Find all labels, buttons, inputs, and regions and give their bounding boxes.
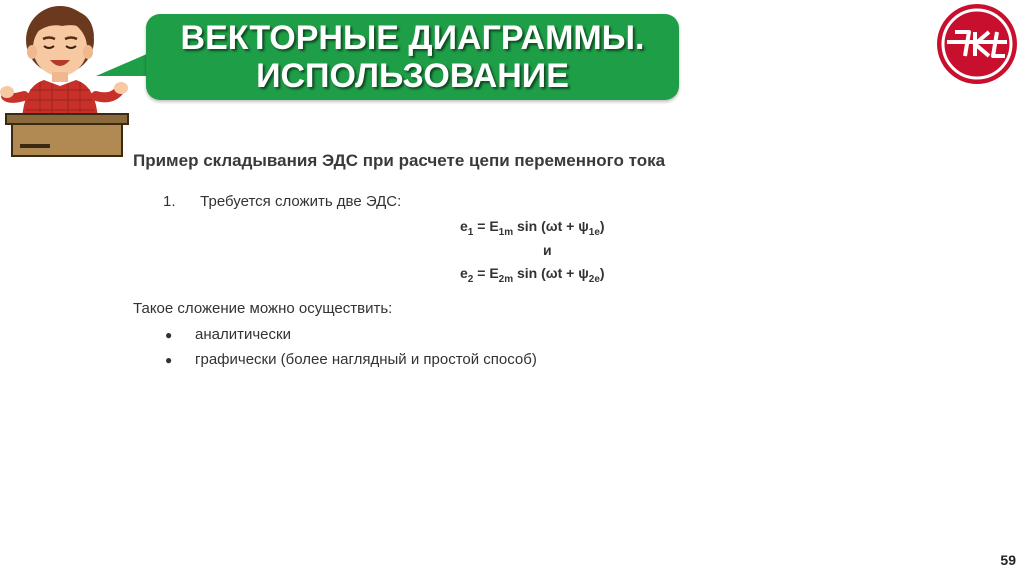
- formula-conjunction: и: [543, 242, 552, 258]
- formula-e1: [460, 218, 650, 238]
- formula-part: ): [599, 265, 605, 281]
- formula-part: = E: [473, 265, 499, 281]
- bullet-marker: ●: [165, 353, 173, 367]
- formula-symbol: e: [460, 265, 468, 281]
- list-item-text: графически (более наглядный и простой способ): [195, 351, 537, 368]
- title-line-2: ИСПОЛЬЗОВАНИЕ: [256, 57, 569, 95]
- formula-subscript: 1: [467, 226, 474, 238]
- item-number: 1.: [163, 193, 176, 210]
- formula-part: sin (ωt + ψ: [513, 265, 589, 281]
- formula-part: sin (ωt + ψ: [513, 218, 589, 234]
- formula-subscript: 2e: [588, 273, 600, 285]
- intro-text: Такое сложение можно осуществить:: [133, 300, 393, 317]
- slide-title: [146, 14, 679, 100]
- page-number: 59: [1000, 552, 1016, 568]
- formula-part: ): [599, 218, 605, 234]
- title-bubble: [146, 14, 679, 100]
- section-heading: Пример складывания ЭДС при расчете цепи переменного тока: [133, 151, 666, 170]
- list-item-text: аналитически: [195, 326, 291, 343]
- formula-subscript: 1m: [498, 226, 514, 238]
- bullet-marker: ●: [165, 328, 173, 342]
- formula-subscript: 2m: [498, 273, 514, 285]
- formula-e2: [460, 265, 650, 285]
- item-text: Требуется сложить две ЭДС:: [200, 193, 402, 210]
- list-item: [165, 351, 537, 368]
- college-logo-icon: [935, 2, 1019, 86]
- formula-subscript: 2: [467, 273, 474, 285]
- title-line-1: ВЕКТОРНЫЕ ДИАГРАММЫ.: [180, 19, 645, 57]
- numbered-item: [163, 193, 401, 210]
- formula-part: = E: [473, 218, 499, 234]
- formula-subscript: 1e: [588, 226, 600, 238]
- list-item: [165, 326, 291, 343]
- formula-symbol: e: [460, 218, 468, 234]
